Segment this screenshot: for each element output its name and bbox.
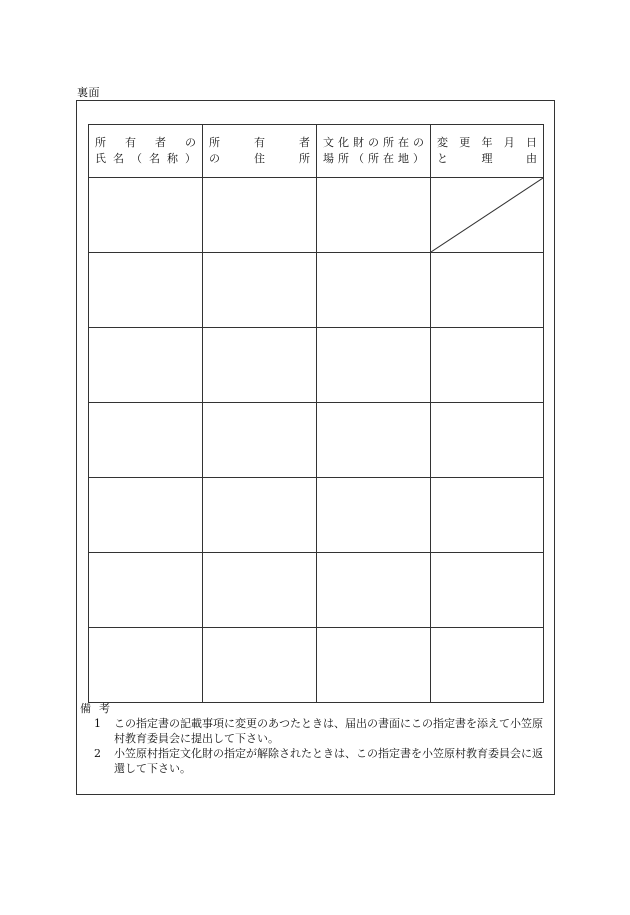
notes-title: 備考 <box>80 702 118 715</box>
header-char: （ <box>353 152 364 165</box>
diagonal-strike <box>431 178 543 252</box>
header-owner-address <box>203 125 317 178</box>
header-line <box>209 135 310 151</box>
header-char: 者 <box>155 136 166 149</box>
header-char: 所 <box>338 152 349 165</box>
note-number: 2 <box>94 747 101 760</box>
header-char: 有 <box>125 136 136 149</box>
table-row <box>89 478 544 553</box>
note-text: 小笠原村指定文化財の指定が解除されたときは、この指定書を小笠原村教育委員会に返還して下さい。 <box>114 747 543 775</box>
header-char: 所 <box>368 152 379 165</box>
note-item-2 <box>80 746 550 776</box>
table-cell[interactable] <box>203 553 317 628</box>
header-owner-name <box>89 125 203 178</box>
diagonal-line <box>431 178 543 252</box>
header-line <box>95 151 196 167</box>
table-cell[interactable] <box>203 178 317 253</box>
table-cell[interactable] <box>203 253 317 328</box>
header-char: 地 <box>398 152 409 165</box>
table-cell[interactable] <box>89 328 203 403</box>
header-char: 財 <box>353 136 364 149</box>
table-cell[interactable] <box>89 403 203 478</box>
table-header-row <box>89 125 544 178</box>
table-row <box>89 253 544 328</box>
header-char: 住 <box>254 152 265 165</box>
header-line <box>437 151 537 167</box>
header-char: 名 <box>149 152 160 165</box>
header-char: 化 <box>338 136 349 149</box>
header-char: ） <box>185 152 196 165</box>
header-char: 変 <box>437 136 448 149</box>
table-cell[interactable] <box>431 553 544 628</box>
header-char: 所 <box>95 136 106 149</box>
table-row <box>89 553 544 628</box>
header-char: 場 <box>323 152 334 165</box>
table-cell[interactable] <box>431 478 544 553</box>
table-cell[interactable] <box>317 178 431 253</box>
table-cell[interactable] <box>89 253 203 328</box>
header-char: 所 <box>299 152 310 165</box>
table-cell[interactable] <box>203 478 317 553</box>
table-row <box>89 178 544 253</box>
table-row <box>89 328 544 403</box>
header-property-location <box>317 125 431 178</box>
table-cell[interactable] <box>203 328 317 403</box>
table-cell[interactable] <box>431 328 544 403</box>
header-char: 名 <box>113 152 124 165</box>
page-label: 裏面 <box>77 86 100 99</box>
header-char: 更 <box>459 136 471 149</box>
header-char: 所 <box>383 136 394 149</box>
table-cell[interactable] <box>431 628 544 703</box>
table-row <box>89 403 544 478</box>
note-number: 1 <box>94 717 101 730</box>
header-line <box>323 135 424 151</box>
header-char: 由 <box>526 152 537 165</box>
header-line <box>209 151 310 167</box>
table-cell[interactable] <box>317 253 431 328</box>
header-char: 所 <box>209 136 220 149</box>
header-change-date-reason <box>431 125 544 178</box>
table-cell[interactable] <box>89 628 203 703</box>
table-cell[interactable] <box>317 478 431 553</box>
header-char: 氏 <box>95 152 106 165</box>
header-char: 者 <box>299 136 310 149</box>
header-char: 理 <box>481 152 493 165</box>
header-char: 称 <box>167 152 178 165</box>
header-char: の <box>185 136 196 149</box>
table-cell[interactable] <box>431 403 544 478</box>
header-char: と <box>437 152 448 165</box>
table-cell[interactable] <box>317 628 431 703</box>
note-item-1 <box>80 716 550 746</box>
header-char: （ <box>131 152 142 165</box>
header-char: 日 <box>526 136 537 149</box>
table-cell[interactable] <box>89 178 203 253</box>
table-cell[interactable] <box>317 403 431 478</box>
table-cell[interactable] <box>89 553 203 628</box>
header-char: の <box>368 136 379 149</box>
header-char: 年 <box>481 136 493 149</box>
header-line <box>323 151 424 167</box>
table-cell[interactable] <box>431 253 544 328</box>
header-char: 文 <box>323 136 334 149</box>
table-cell-diagonal <box>431 178 544 253</box>
table-cell[interactable] <box>317 328 431 403</box>
notes-section <box>80 701 550 776</box>
header-char: の <box>413 136 424 149</box>
header-char: 有 <box>254 136 265 149</box>
table-row <box>89 628 544 703</box>
table-cell[interactable] <box>317 553 431 628</box>
header-char: 月 <box>503 136 515 149</box>
header-line <box>437 135 537 151</box>
header-char: 在 <box>398 136 409 149</box>
header-char: 在 <box>383 152 394 165</box>
header-char: の <box>209 152 220 165</box>
header-line <box>95 135 196 151</box>
table-cell[interactable] <box>89 478 203 553</box>
record-table <box>88 124 544 703</box>
table-cell[interactable] <box>203 403 317 478</box>
table-cell[interactable] <box>203 628 317 703</box>
note-text: この指定書の記載事項に変更のあつたときは、届出の書面にこの指定書を添えて小笠原村教育委員会に提出して下さい。 <box>114 717 543 745</box>
header-char: ） <box>413 152 424 165</box>
